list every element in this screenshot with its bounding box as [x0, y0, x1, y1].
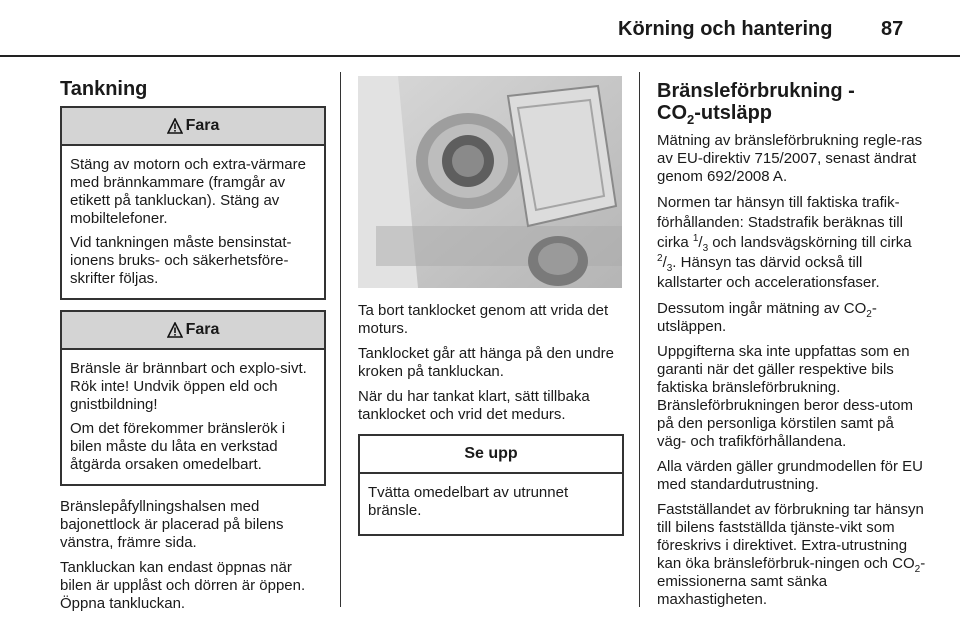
text-run: och landsvägskörning till cirka — [708, 234, 912, 251]
danger-box-1-body — [62, 146, 324, 298]
danger-label: Fara — [185, 321, 220, 338]
warning-icon — [167, 322, 183, 338]
warning-icon — [167, 118, 183, 134]
title-sub: 2 — [687, 112, 695, 127]
middle-paragraph-3: När du har tankat klart, sätt tillbaka tanklocket och vrid det medurs. — [358, 388, 590, 423]
text-run: Dessutom ingår mätning av CO — [657, 300, 867, 317]
right-paragraph-4: Uppgifterna ska inte uppfattas som en garanti när det gäller respektive bils faktiska bränsleförbrukning. Bränsleförbrukningen beror dess-utom på den personliga körstilen samt på väg- och trafikförhållandena. — [657, 343, 913, 450]
section-title-fuel-consumption — [657, 80, 927, 127]
title-co: CO — [657, 102, 687, 124]
text-run: Fastställandet av förbrukning tar hänsyn till bilens fastställda tjänste-vikt som föreskrivs i direktivet. Extra-utrustning kan öka bränsleförbruk-ningen och CO — [657, 501, 924, 572]
notice-box-header — [360, 436, 622, 474]
middle-paragraph-1: Ta bort tanklocket genom att vrida det moturs. — [358, 302, 609, 337]
page-number: 87 — [881, 18, 904, 40]
middle-paragraph-2: Tanklocket går att hänga på den undre kroken på tankluckan. — [358, 345, 615, 380]
section-title-tankning: Tankning — [60, 78, 148, 100]
co2-subscript: 2 — [914, 564, 921, 575]
page-header-title: Körning och hantering — [618, 18, 833, 40]
fraction-denominator: 3 — [702, 243, 709, 254]
text-run: . Hänsyn tas därvid också till kallstarter och accelerationsfaser. — [657, 254, 880, 291]
fuel-filler-photo — [358, 76, 622, 288]
right-paragraph-3 — [657, 300, 927, 336]
left-paragraph-1: Bränslepåfyllningshalsen med bajonettlock är placerad på bilens vänstra, främre sida. — [60, 498, 284, 551]
notice-box — [358, 434, 624, 536]
notice-box-body — [360, 474, 622, 534]
fraction-denominator: 3 — [666, 263, 673, 274]
text-run: -emissionerna samt sänka maxhastigheten. — [657, 555, 926, 608]
co2-subscript: 2 — [866, 309, 872, 320]
text-run: Normen tar hänsyn till faktiska trafik-förhållanden: Stadstrafik beräknas till cirka — [657, 194, 903, 251]
danger-box-1-header — [62, 108, 324, 146]
danger-1-text-2: Vid tankningen måste bensinstat-ionens bruks- och säkerhetsföre-skrifter följas. — [70, 234, 292, 287]
middle-column — [358, 302, 624, 536]
title-line-1: Bränsleförbrukning - — [657, 80, 855, 102]
right-column — [657, 80, 927, 616]
fraction-numerator: 2 — [657, 253, 663, 264]
title-line-2: -utsläpp — [694, 102, 773, 124]
danger-1-text-1: Stäng av motorn och extra-värmare med brännkammare (framgår av etikett på tankluckan). Stäng av mobiltelefoner. — [70, 156, 306, 227]
right-paragraph-5: Alla värden gäller grundmodellen för EU med standardutrustning. — [657, 458, 923, 493]
text-run: -utsläppen. — [657, 300, 877, 335]
danger-box-2-body — [62, 350, 324, 484]
danger-box-2 — [60, 310, 326, 486]
right-paragraph-6 — [657, 501, 927, 609]
danger-box-1 — [60, 106, 326, 300]
notice-text: Tvätta omedelbart av utrunnet bränsle. — [368, 484, 569, 519]
fraction-numerator: 1 — [692, 233, 699, 244]
danger-label: Fara — [185, 117, 220, 134]
left-column — [60, 80, 326, 620]
column-divider-right — [639, 72, 640, 607]
left-paragraph-2: Tankluckan kan endast öppnas när bilen är upplåst och dörren är öppen. Öppna tankluckan. — [60, 559, 306, 612]
danger-2-text-2: Om det förekommer bränslerök i bilen måste du låta en verkstad åtgärda orsaken omedelbart. — [70, 420, 286, 473]
danger-box-2-header — [62, 312, 324, 350]
notice-label: Se upp — [464, 445, 518, 462]
right-paragraph-1: Mätning av bränsleförbrukning regle-ras av EU-direktiv 715/2007, senast ändrat genom 692/2008 A. — [657, 132, 923, 185]
column-divider-left — [340, 72, 341, 607]
header-rule — [0, 55, 960, 57]
danger-2-text-1: Bränsle är brännbart och explo-sivt. Rök inte! Undvik öppen eld och gnistbildning! — [70, 360, 307, 413]
right-paragraph-2: Normen tar hänsyn till faktiska trafik-förhållanden: Stadstrafik beräknas till cirka $^1/_3$ och landsvägskörning till cirka $^2/_3$. Hänsyn tas därvid också till kallstarter och accelerationsfaser. — [657, 194, 912, 291]
